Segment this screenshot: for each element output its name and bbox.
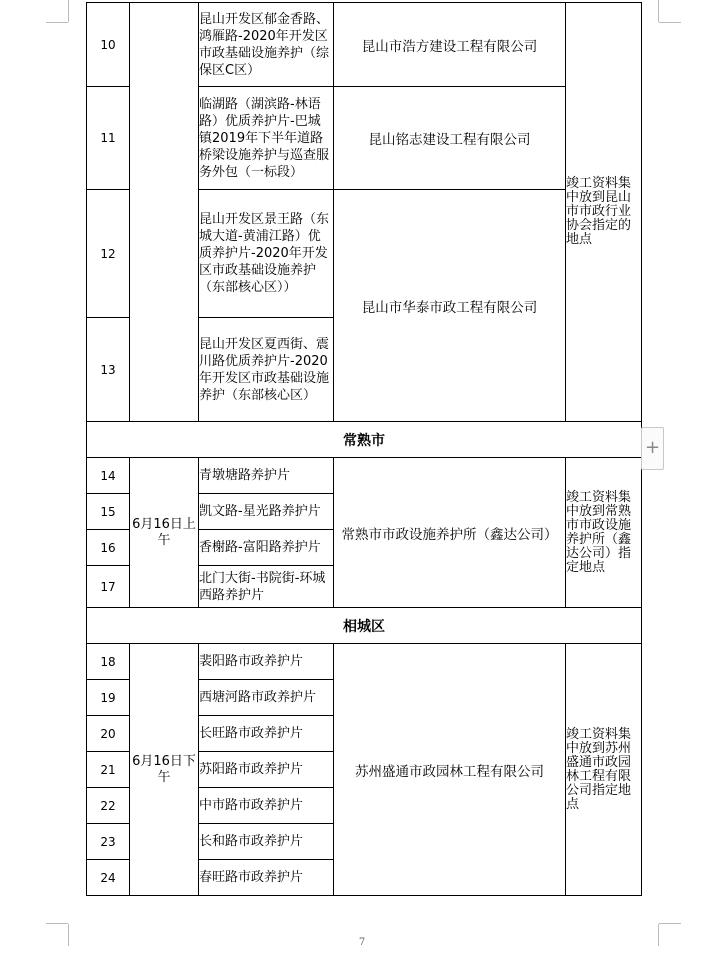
table-row <box>87 3 642 87</box>
project-name: 长旺路市政养护片 <box>199 716 334 752</box>
crop-mark-bottom-left-h <box>46 923 68 924</box>
row-number: 18 <box>87 644 130 680</box>
crop-mark-bottom-right <box>658 924 659 946</box>
row-number: 13 <box>87 318 130 422</box>
project-name: 昆山开发区夏西街、震川路优质养护片-2020年开发区市政基础设施养护（东部核心区） <box>199 318 334 422</box>
time-cell-empty <box>130 3 199 422</box>
row-number: 11 <box>87 87 130 190</box>
project-name: 凯文路-星光路养护片 <box>199 494 334 530</box>
schedule-table <box>86 2 642 896</box>
company-name: 昆山市浩方建设工程有限公司 <box>334 3 566 87</box>
row-number: 24 <box>87 860 130 896</box>
location-note: 竣工资料集中放到苏州盛通市政园林工程有限公司指定地点 <box>566 644 642 896</box>
crop-mark-bottom-left <box>68 924 69 946</box>
project-name: 临湖路（湖滨路-林语路）优质养护片-巴城镇2019年下半年道路桥梁设施养护与巡查服务外包（一标段） <box>199 87 334 190</box>
row-number: 12 <box>87 190 130 318</box>
row-number: 14 <box>87 458 130 494</box>
project-name: 中市路市政养护片 <box>199 788 334 824</box>
table-row <box>87 458 642 494</box>
row-number: 17 <box>87 566 130 608</box>
location-note: 竣工资料集中放到昆山市市政行业协会指定的地点 <box>566 3 642 422</box>
row-number: 20 <box>87 716 130 752</box>
row-number: 10 <box>87 3 130 87</box>
inspection-time: 6月16日上午 <box>130 458 199 608</box>
company-name: 昆山铭志建设工程有限公司 <box>334 87 566 190</box>
project-name: 昆山开发区郁金香路、鸿雁路-2020年开发区市政基础设施养护（综保区C区） <box>199 3 334 87</box>
page-number: 7 <box>358 937 366 948</box>
row-number: 22 <box>87 788 130 824</box>
company-name: 苏州盛通市政园林工程有限公司 <box>334 644 566 896</box>
project-name: 西塘河路市政养护片 <box>199 680 334 716</box>
project-name: 青墩塘路养护片 <box>199 458 334 494</box>
crop-mark-top-right <box>658 0 659 22</box>
row-number: 15 <box>87 494 130 530</box>
row-number: 23 <box>87 824 130 860</box>
row-number: 16 <box>87 530 130 566</box>
region-title: 常熟市 <box>87 422 642 458</box>
inspection-time: 6月16日下午 <box>130 644 199 896</box>
region-title: 相城区 <box>87 608 642 644</box>
project-name: 香榭路-富阳路养护片 <box>199 530 334 566</box>
company-name: 常熟市市政设施养护所（鑫达公司） <box>334 458 566 608</box>
add-row-button[interactable]: + <box>641 427 664 470</box>
crop-mark-top-left-h <box>46 22 68 23</box>
project-name: 裴阳路市政养护片 <box>199 644 334 680</box>
project-name: 春旺路市政养护片 <box>199 860 334 896</box>
table-row <box>87 644 642 680</box>
crop-mark-top-right-h <box>659 22 681 23</box>
row-number: 21 <box>87 752 130 788</box>
project-name: 长和路市政养护片 <box>199 824 334 860</box>
project-name: 北门大街-书院街-环城西路养护片 <box>199 566 334 608</box>
project-name: 苏阳路市政养护片 <box>199 752 334 788</box>
location-note: 竣工资料集中放到常熟市市政设施养护所（鑫达公司）指定地点 <box>566 458 642 608</box>
company-name: 昆山市华泰市政工程有限公司 <box>334 190 566 422</box>
crop-mark-top-left <box>68 0 69 22</box>
region-header-row <box>87 422 642 458</box>
crop-mark-bottom-right-h <box>659 923 681 924</box>
region-header-row <box>87 608 642 644</box>
project-name: 昆山开发区景王路（东城大道-黄浦江路）优质养护片-2020年开发区市政基础设施养护（东部核心区）） <box>199 190 334 318</box>
row-number: 19 <box>87 680 130 716</box>
